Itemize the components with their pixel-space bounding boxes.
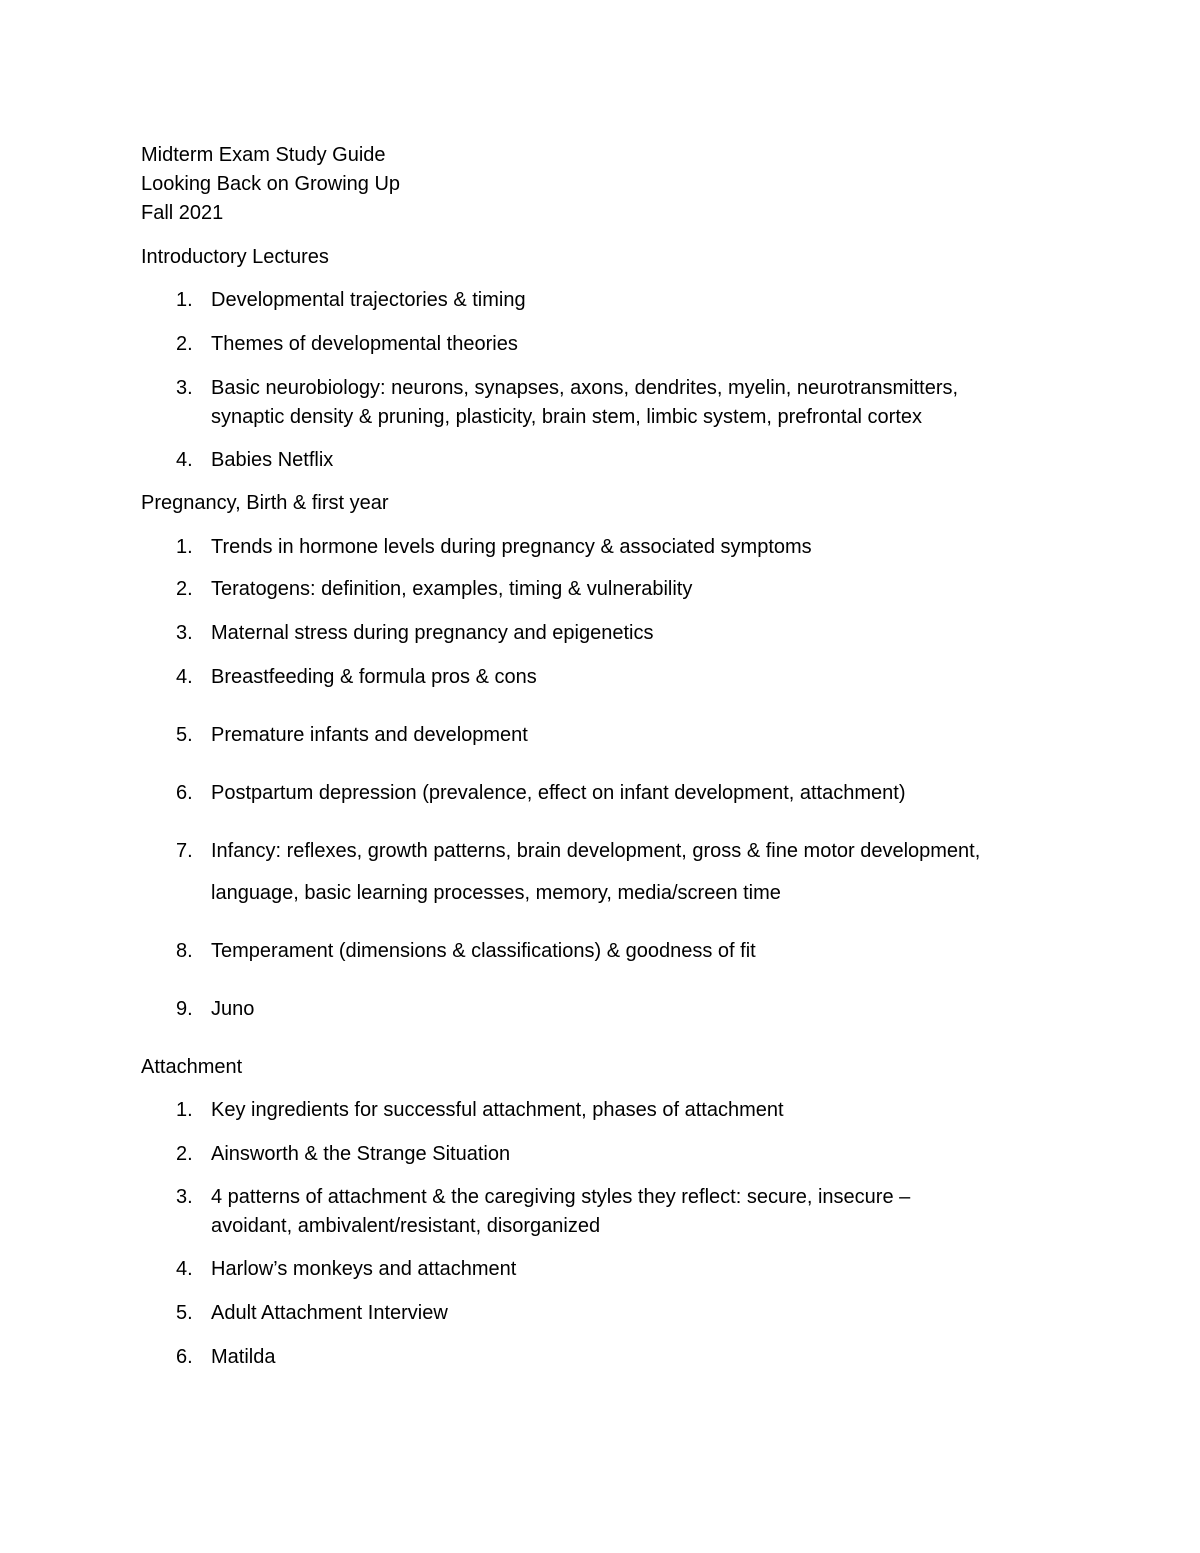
list-item-number: 8. [176, 940, 193, 962]
list-item-text: Infancy: reflexes, growth patterns, brain development, gross & fine motor development, [211, 840, 981, 862]
list-item-number: 2. [176, 1143, 193, 1165]
list-item-number: 1. [176, 1099, 193, 1121]
list-item-number: 3. [176, 622, 193, 644]
list-item-text: Basic neurobiology: neurons, synapses, axons, dendrites, myelin, neurotransmitters, [211, 377, 959, 399]
list-item-number: 3. [176, 1186, 193, 1208]
list-item-number: 2. [176, 578, 193, 600]
list-item-number: 3. [176, 377, 193, 399]
section-heading: Introductory Lectures [141, 246, 329, 268]
list-item-number: 7. [176, 840, 193, 862]
list-item-text-continued: avoidant, ambivalent/resistant, disorganized [211, 1215, 601, 1237]
list-item-text: Adult Attachment Interview [211, 1302, 448, 1324]
list-item-text: Babies Netflix [211, 449, 334, 471]
list-item-number: 5. [176, 724, 193, 746]
list-item-number: 9. [176, 998, 193, 1020]
list-item-text: Teratogens: definition, examples, timing & vulnerability [211, 578, 693, 600]
list-item-text: Ainsworth & the Strange Situation [211, 1143, 511, 1165]
list-item-number: 4. [176, 666, 193, 688]
list-item-text: Premature infants and development [211, 724, 528, 746]
list-item-number: 5. [176, 1302, 193, 1324]
list-item-text: Postpartum depression (prevalence, effect on infant development, attachment) [211, 782, 906, 804]
list-item-number: 1. [176, 536, 193, 558]
list-item-text: Juno [211, 998, 255, 1020]
list-item-text-continued: synaptic density & pruning, plasticity, brain stem, limbic system, prefrontal cortex [211, 406, 923, 428]
course-name: Looking Back on Growing Up [141, 173, 401, 195]
list-item-text: 4 patterns of attachment & the caregiving styles they reflect: secure, insecure – [211, 1186, 911, 1208]
list-item-text: Key ingredients for successful attachment, phases of attachment [211, 1099, 784, 1121]
list-item-number: 2. [176, 333, 193, 355]
list-item-text: Harlow’s monkeys and attachment [211, 1258, 517, 1280]
document-title: Midterm Exam Study Guide [141, 144, 386, 166]
list-item-text: Developmental trajectories & timing [211, 289, 526, 311]
term: Fall 2021 [141, 202, 224, 224]
list-item-text: Breastfeeding & formula pros & cons [211, 666, 537, 688]
list-item-number: 6. [176, 782, 193, 804]
list-item-text-continued: language, basic learning processes, memory, media/screen time [211, 882, 781, 904]
section-heading: Pregnancy, Birth & first year [141, 492, 389, 514]
section-heading: Attachment [141, 1056, 243, 1078]
list-item-text: Maternal stress during pregnancy and epigenetics [211, 622, 654, 644]
list-item-number: 6. [176, 1346, 193, 1368]
list-item-number: 4. [176, 1258, 193, 1280]
list-item-text: Themes of developmental theories [211, 333, 518, 355]
list-item-number: 4. [176, 449, 193, 471]
list-item-text: Matilda [211, 1346, 276, 1368]
list-item-text: Temperament (dimensions & classifications) & goodness of fit [211, 940, 756, 962]
list-item-text: Trends in hormone levels during pregnancy & associated symptoms [211, 536, 812, 558]
list-item-number: 1. [176, 289, 193, 311]
